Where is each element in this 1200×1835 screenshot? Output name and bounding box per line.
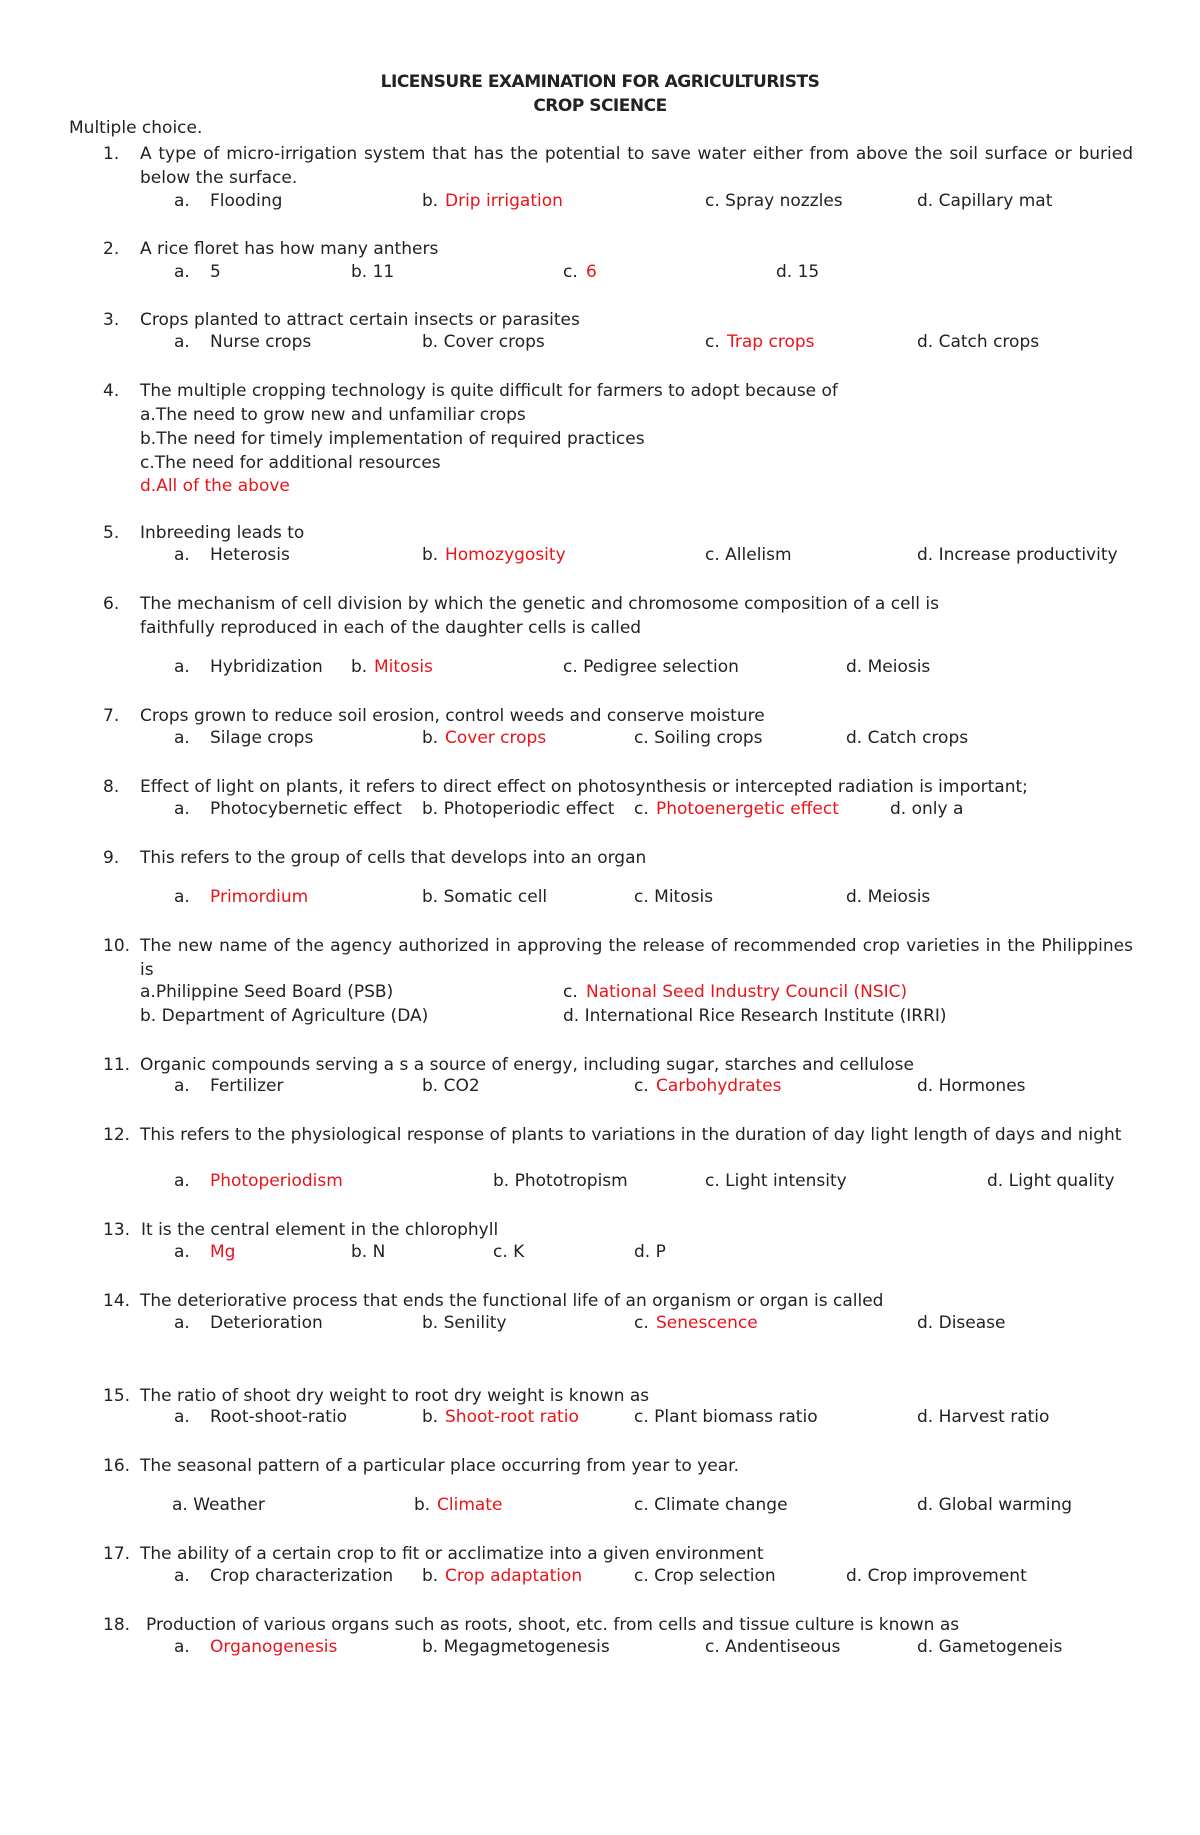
question-number: 18. — [103, 1615, 131, 1635]
option-b-label: b. — [422, 1566, 439, 1586]
question-number: 3. — [103, 310, 120, 330]
question-number: 7. — [103, 706, 120, 726]
option-label: a. — [174, 887, 190, 907]
option-c-answer: 6 — [586, 262, 597, 282]
question-text: Inbreeding leads to — [140, 523, 305, 543]
option-c: c.The need for additional resources — [140, 453, 441, 473]
option-c: c. Mitosis — [634, 887, 714, 907]
option-c: c. Plant biomass ratio — [634, 1407, 818, 1427]
option-label: a. — [174, 1242, 190, 1262]
option-a: Flooding — [210, 191, 283, 211]
option-b: b. CO2 — [422, 1076, 480, 1096]
option-c: c. Andentiseous — [705, 1637, 841, 1657]
question-number: 6. — [103, 594, 120, 614]
option-label: a. — [174, 332, 190, 352]
option-b-answer: Climate — [437, 1495, 503, 1515]
option-a-answer: Photoperiodism — [210, 1171, 343, 1191]
question-number: 15. — [103, 1386, 131, 1406]
option-d: d. only a — [890, 799, 964, 819]
option-b: b. Somatic cell — [422, 887, 548, 907]
option-a: Heterosis — [210, 545, 290, 565]
question-number: 8. — [103, 777, 120, 797]
question-number: 9. — [103, 848, 120, 868]
option-d: d. Meiosis — [846, 887, 931, 907]
option-d: d. Light quality — [987, 1171, 1115, 1191]
option-c-label: c. — [634, 1076, 649, 1096]
question-text: The mechanism of cell division by which the genetic and chromosome composition of a cell is faithfully reproduced in each of the daughter cells is called — [140, 594, 939, 638]
question-text: The ability of a certain crop to fit or acclimatize into a given environment — [140, 1544, 764, 1564]
option-d: d. 15 — [776, 262, 820, 282]
option-b: b.The need for timely implementation of required practices — [140, 429, 645, 449]
option-label: a. — [174, 545, 190, 565]
option-c-answer: Carbohydrates — [656, 1076, 782, 1096]
option-c-answer: Senescence — [656, 1313, 758, 1333]
option-label: a. — [174, 1566, 190, 1586]
option-a: Root-shoot-ratio — [210, 1407, 348, 1427]
question-text: A type of micro-irrigation system that has the potential to save water either from above the soil surface or buried below the surface. — [140, 144, 1133, 188]
option-d: d. Capillary mat — [917, 191, 1053, 211]
option-a: Nurse crops — [210, 332, 312, 352]
question-text: This refers to the group of cells that develops into an organ — [140, 848, 647, 868]
question-text: The deteriorative process that ends the functional life of an organism or organ is called — [140, 1291, 884, 1311]
question-text: The seasonal pattern of a particular place occurring from year to year. — [140, 1456, 739, 1476]
option-b: b. Phototropism — [493, 1171, 628, 1191]
option-c-label: c. — [634, 799, 649, 819]
option-d: d. Global warming — [917, 1495, 1073, 1515]
question-text: Crops planted to attract certain insects or parasites — [140, 310, 580, 330]
option-label: a. — [174, 657, 190, 677]
option-d: d. Catch crops — [846, 728, 969, 748]
question-number: 13. — [103, 1220, 131, 1240]
option-d: d. Disease — [917, 1313, 1006, 1333]
option-b: b. Cover crops — [422, 332, 545, 352]
question-number: 10. — [103, 936, 131, 956]
option-label: a. — [174, 799, 190, 819]
option-a: a. Weather — [172, 1495, 265, 1515]
option-c: c. Spray nozzles — [705, 191, 843, 211]
option-a-answer: Primordium — [210, 887, 309, 907]
question-number: 5. — [103, 523, 120, 543]
option-d: d. Catch crops — [917, 332, 1040, 352]
option-c-answer: Photoenergetic effect — [656, 799, 839, 819]
option-label: a. — [174, 1076, 190, 1096]
option-a: Fertilizer — [210, 1076, 284, 1096]
question-text: The new name of the agency authorized in approving the release of recommended crop varieties in the Philippines is — [140, 936, 1133, 980]
option-b-label: b. — [422, 545, 439, 565]
question-text: Production of various organs such as roots, shoot, etc. from cells and tissue culture is known as — [146, 1615, 960, 1635]
option-b: b. 11 — [351, 262, 395, 282]
option-b-answer: Drip irrigation — [445, 191, 563, 211]
option-b-answer: Crop adaptation — [445, 1566, 583, 1586]
option-d: d. Hormones — [917, 1076, 1026, 1096]
option-a: Silage crops — [210, 728, 314, 748]
option-a: Deterioration — [210, 1313, 323, 1333]
option-a: Hybridization — [210, 657, 323, 677]
option-b: b. Senility — [422, 1313, 507, 1333]
option-b-answer: Shoot-root ratio — [445, 1407, 579, 1427]
question-number: 17. — [103, 1544, 131, 1564]
option-b-label: b. — [422, 1407, 439, 1427]
exam-subtitle: CROP SCIENCE — [533, 96, 667, 116]
question-number: 1. — [103, 144, 120, 164]
question-number: 4. — [103, 381, 120, 401]
question-number: 11. — [103, 1055, 131, 1075]
option-a-answer: Organogenesis — [210, 1637, 338, 1657]
option-b-label: b. — [351, 657, 368, 677]
option-b-label: b. — [422, 191, 439, 211]
exam-title: LICENSURE EXAMINATION FOR AGRICULTURISTS — [380, 72, 820, 92]
option-c-label: c. — [705, 332, 720, 352]
question-text: Effect of light on plants, it refers to direct effect on photosynthesis or intercepted radiation is important; — [140, 777, 1028, 797]
question-text: The multiple cropping technology is quite difficult for farmers to adopt because of — [140, 381, 838, 401]
option-d: d. Gametogeneis — [917, 1637, 1063, 1657]
question-text: It is the central element in the chlorophyll — [141, 1220, 499, 1240]
option-d: d. Increase productivity — [917, 545, 1118, 565]
option-a-answer: Mg — [210, 1242, 236, 1262]
option-label: a. — [174, 1637, 190, 1657]
option-c: c. Allelism — [705, 545, 792, 565]
question-text: This refers to the physiological response of plants to variations in the duration of day light length of days and night — [140, 1125, 1122, 1145]
option-c-answer: National Seed Industry Council (NSIC) — [586, 982, 908, 1002]
question-number: 2. — [103, 239, 120, 259]
option-label: a. — [174, 191, 190, 211]
option-d: d. P — [634, 1242, 666, 1262]
question-number: 16. — [103, 1456, 131, 1476]
option-c-answer: Trap crops — [727, 332, 815, 352]
option-b: b. Megagmetogenesis — [422, 1637, 610, 1657]
option-label: a. — [174, 262, 190, 282]
option-a: a.Philippine Seed Board (PSB) — [140, 982, 394, 1002]
option-b-answer: Homozygosity — [445, 545, 566, 565]
option-a: a.The need to grow new and unfamiliar crops — [140, 405, 526, 425]
option-a: Crop characterization — [210, 1566, 394, 1586]
question-text: A rice floret has how many anthers — [140, 239, 439, 259]
option-d: d. Crop improvement — [846, 1566, 1027, 1586]
option-a: Photocybernetic effect — [210, 799, 402, 819]
option-d: d. International Rice Research Institute (IRRI) — [563, 1006, 947, 1026]
question-number: 12. — [103, 1125, 131, 1145]
option-c: c. Climate change — [634, 1495, 788, 1515]
option-d: d. Harvest ratio — [917, 1407, 1050, 1427]
option-c: c. Pedigree selection — [563, 657, 739, 677]
option-b: b. N — [351, 1242, 386, 1262]
option-b-answer: Mitosis — [374, 657, 433, 677]
option-c-label: c. — [563, 982, 578, 1002]
question-text: The ratio of shoot dry weight to root dry weight is known as — [140, 1386, 650, 1406]
option-c-label: c. — [563, 262, 578, 282]
option-b-label: b. — [414, 1495, 431, 1515]
option-d: d. Meiosis — [846, 657, 931, 677]
section-label: Multiple choice. — [69, 118, 203, 138]
option-label: a. — [174, 1407, 190, 1427]
option-c: c. Light intensity — [705, 1171, 847, 1191]
option-label: a. — [174, 1313, 190, 1333]
option-a: 5 — [210, 262, 221, 282]
option-b: b. Photoperiodic effect — [422, 799, 615, 819]
option-c: c. Crop selection — [634, 1566, 776, 1586]
option-b-label: b. — [422, 728, 439, 748]
option-label: a. — [174, 728, 190, 748]
option-c: c. Soiling crops — [634, 728, 763, 748]
option-c-label: c. — [634, 1313, 649, 1333]
option-c: c. K — [493, 1242, 525, 1262]
option-d-answer: d.All of the above — [140, 476, 290, 496]
option-b-answer: Cover crops — [445, 728, 547, 748]
question-text: Organic compounds serving a s a source of energy, including sugar, starches and cellulose — [140, 1055, 914, 1075]
question-number: 14. — [103, 1291, 131, 1311]
question-text: Crops grown to reduce soil erosion, control weeds and conserve moisture — [140, 706, 765, 726]
option-b: b. Department of Agriculture (DA) — [140, 1006, 429, 1026]
option-label: a. — [174, 1171, 190, 1191]
